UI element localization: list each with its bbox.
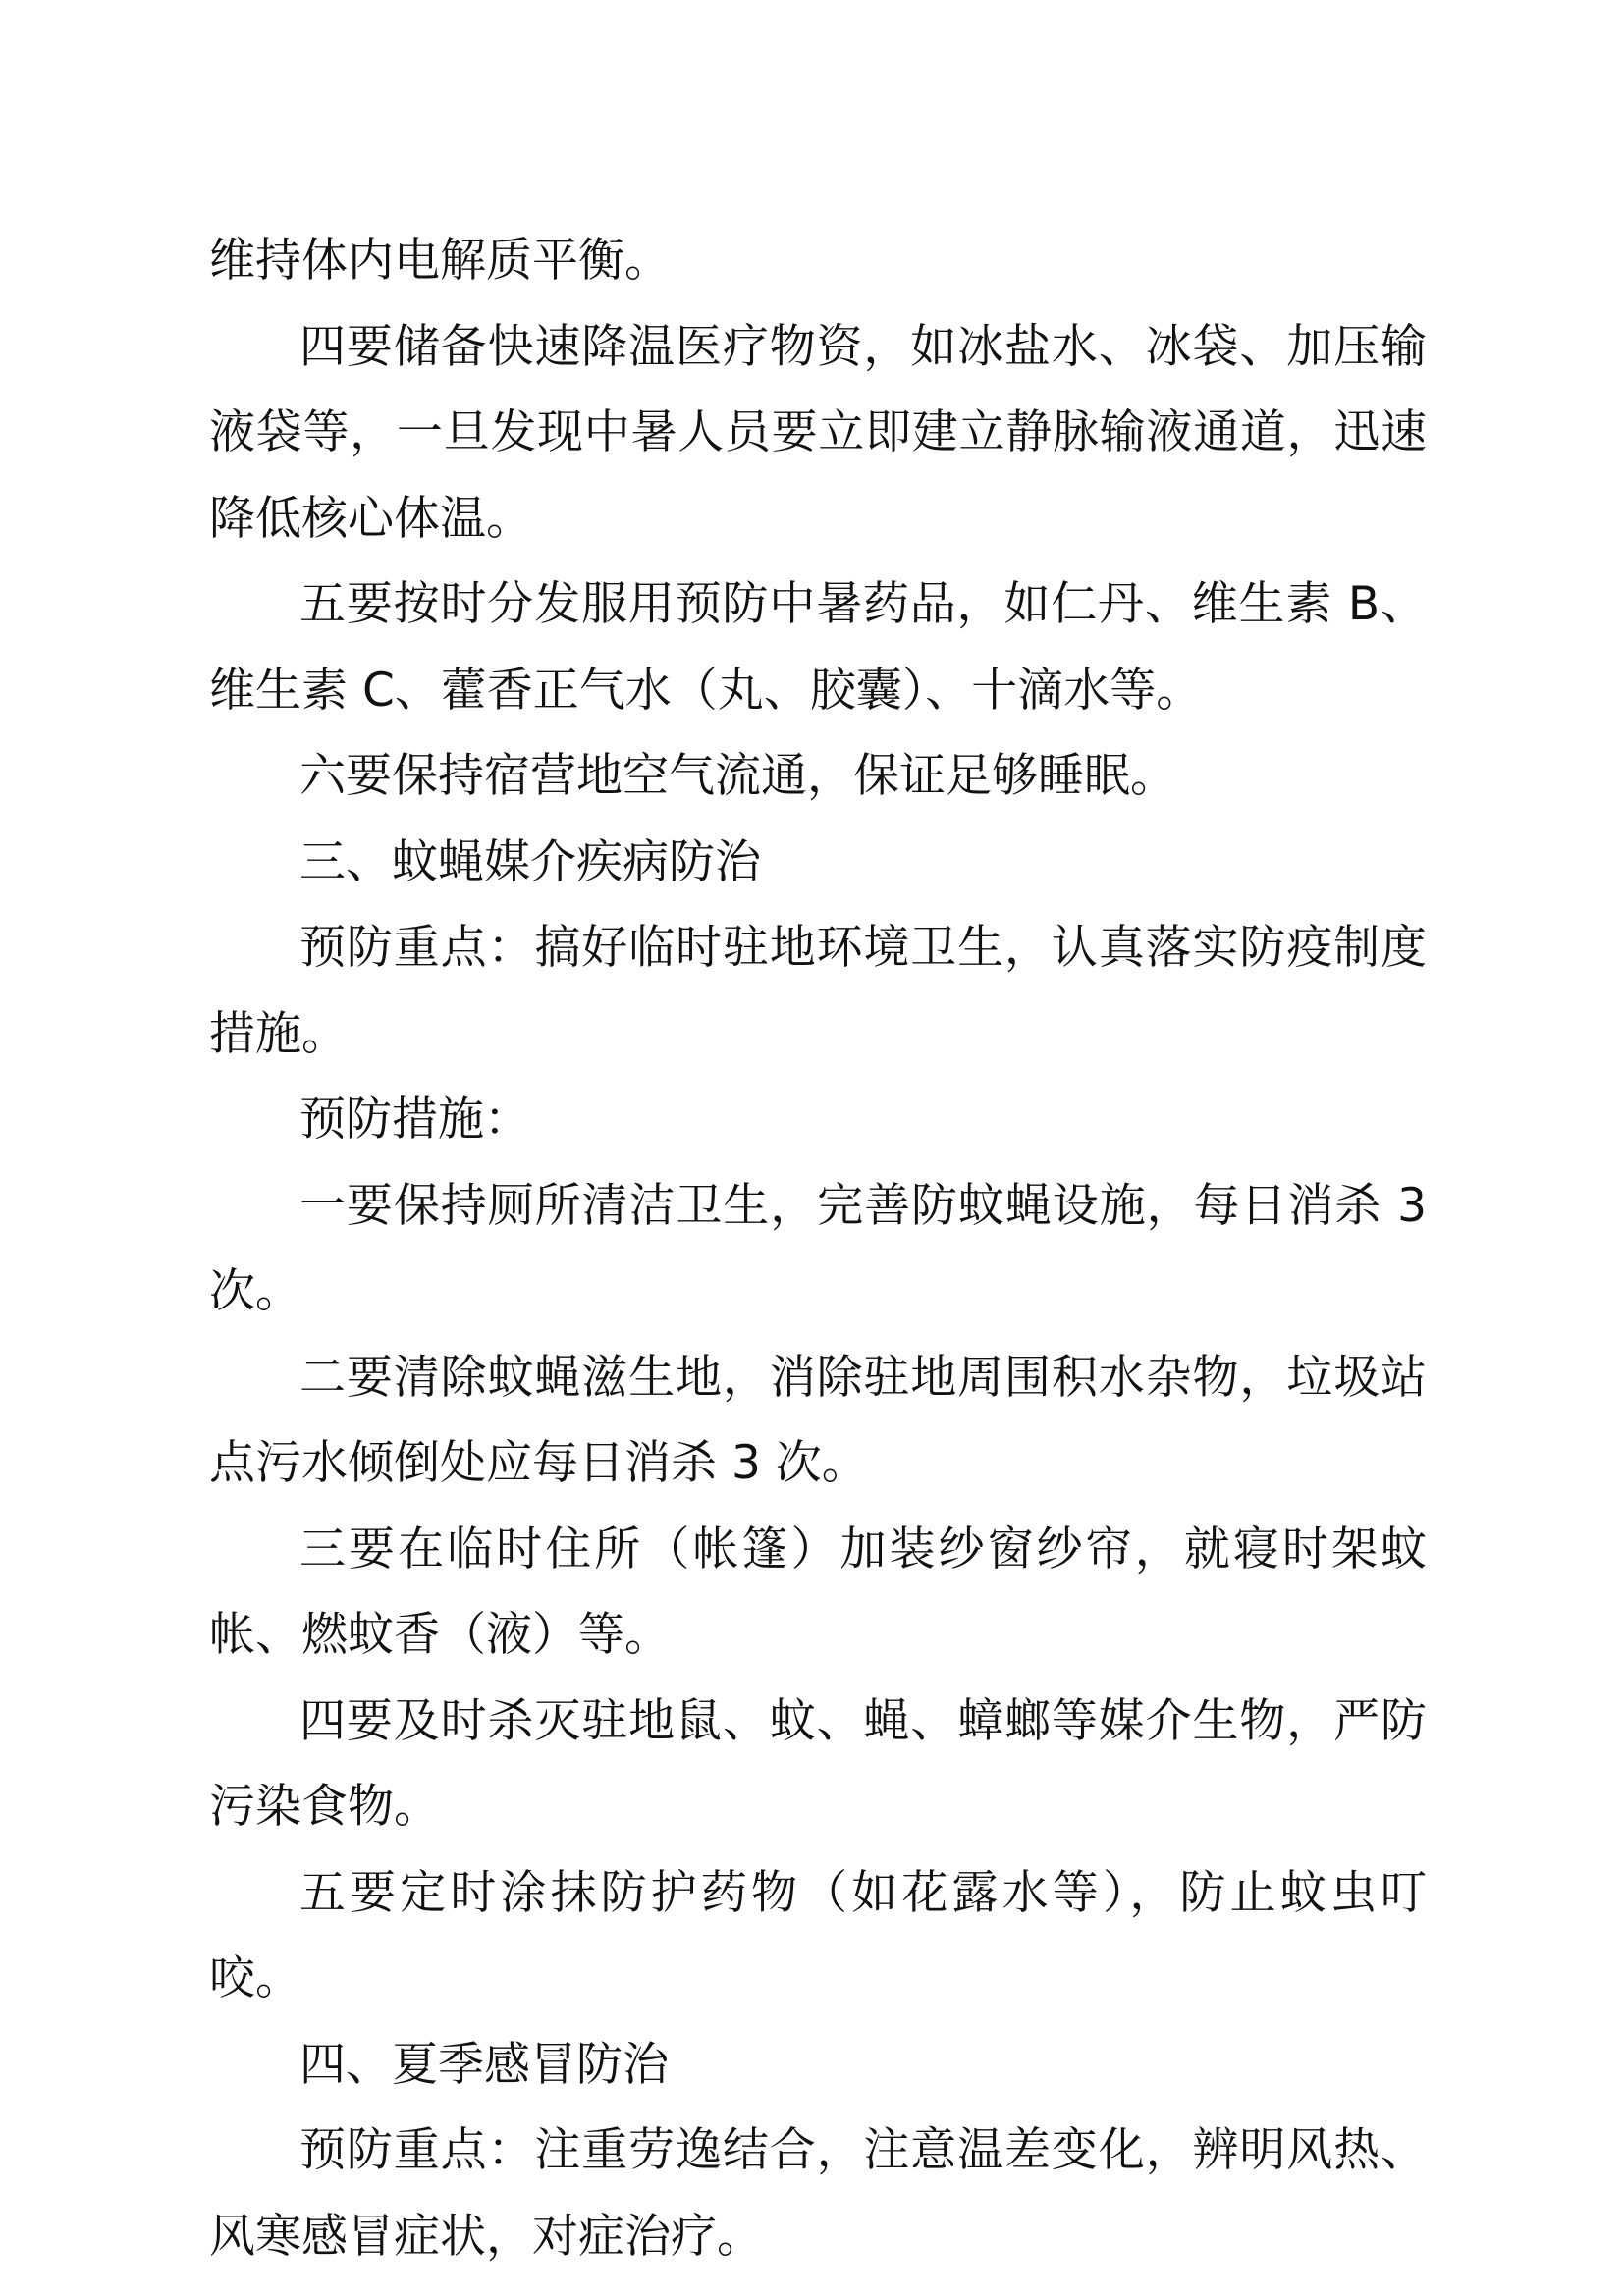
paragraph-prevention-measures-label: 预防措施： [299, 1093, 530, 1147]
paragraph-heatstroke-medicine: 五要按时分发服用预防中暑药品，如仁丹、维生素 B、维生素 C、藿香正气水（丸、胶囊）、十滴水等。 [209, 577, 1427, 718]
paragraph-vector-prevention-focus: 预防重点：搞好临时驻地环境卫生，认真落实防疫制度措施。 [209, 921, 1427, 1061]
paragraph-toilet-hygiene: 一要保持厕所清洁卫生，完善防蚊蝇设施，每日消杀 3 次。 [209, 1178, 1427, 1318]
document-body [209, 218, 1427, 2279]
section-heading-vector-disease: 三、蚊蝇媒介疾病防治 [299, 834, 761, 889]
paragraph-screens-nets: 三要在临时住所（帐篷）加装纱窗纱帘，就寝时架蚊帐、燃蚊香（液）等。 [209, 1522, 1427, 1662]
section-heading-summer-cold: 四、夏季感冒防治 [299, 2037, 669, 2092]
paragraph-cold-prevention-focus: 预防重点：注重劳逸结合，注意温差变化，辨明风热、风寒感冒症状，对症治疗。 [209, 2123, 1427, 2264]
paragraph-ventilation-sleep: 六要保持宿营地空气流通，保证足够睡眠。 [299, 749, 1176, 803]
paragraph-pest-control: 四要及时杀灭驻地鼠、蚊、蝇、蟑螂等媒介生物，严防污染食物。 [209, 1693, 1427, 1834]
paragraph-electrolyte-continuation: 维持体内电解质平衡。 [209, 234, 671, 288]
paragraph-repellent: 五要定时涂抹防护药物（如花露水等），防止蚊虫叮咬。 [209, 1865, 1427, 2005]
paragraph-breeding-site-removal: 二要清除蚊蝇滋生地，消除驻地周围积水杂物，垃圾站点污水倾倒处应每日消杀 3 次。 [209, 1350, 1427, 1490]
paragraph-cooling-supplies: 四要储备快速降温医疗物资，如冰盐水、冰袋、加压输液袋等，一旦发现中暑人员要立即建立静脉输液通道，迅速降低核心体温。 [209, 319, 1427, 546]
